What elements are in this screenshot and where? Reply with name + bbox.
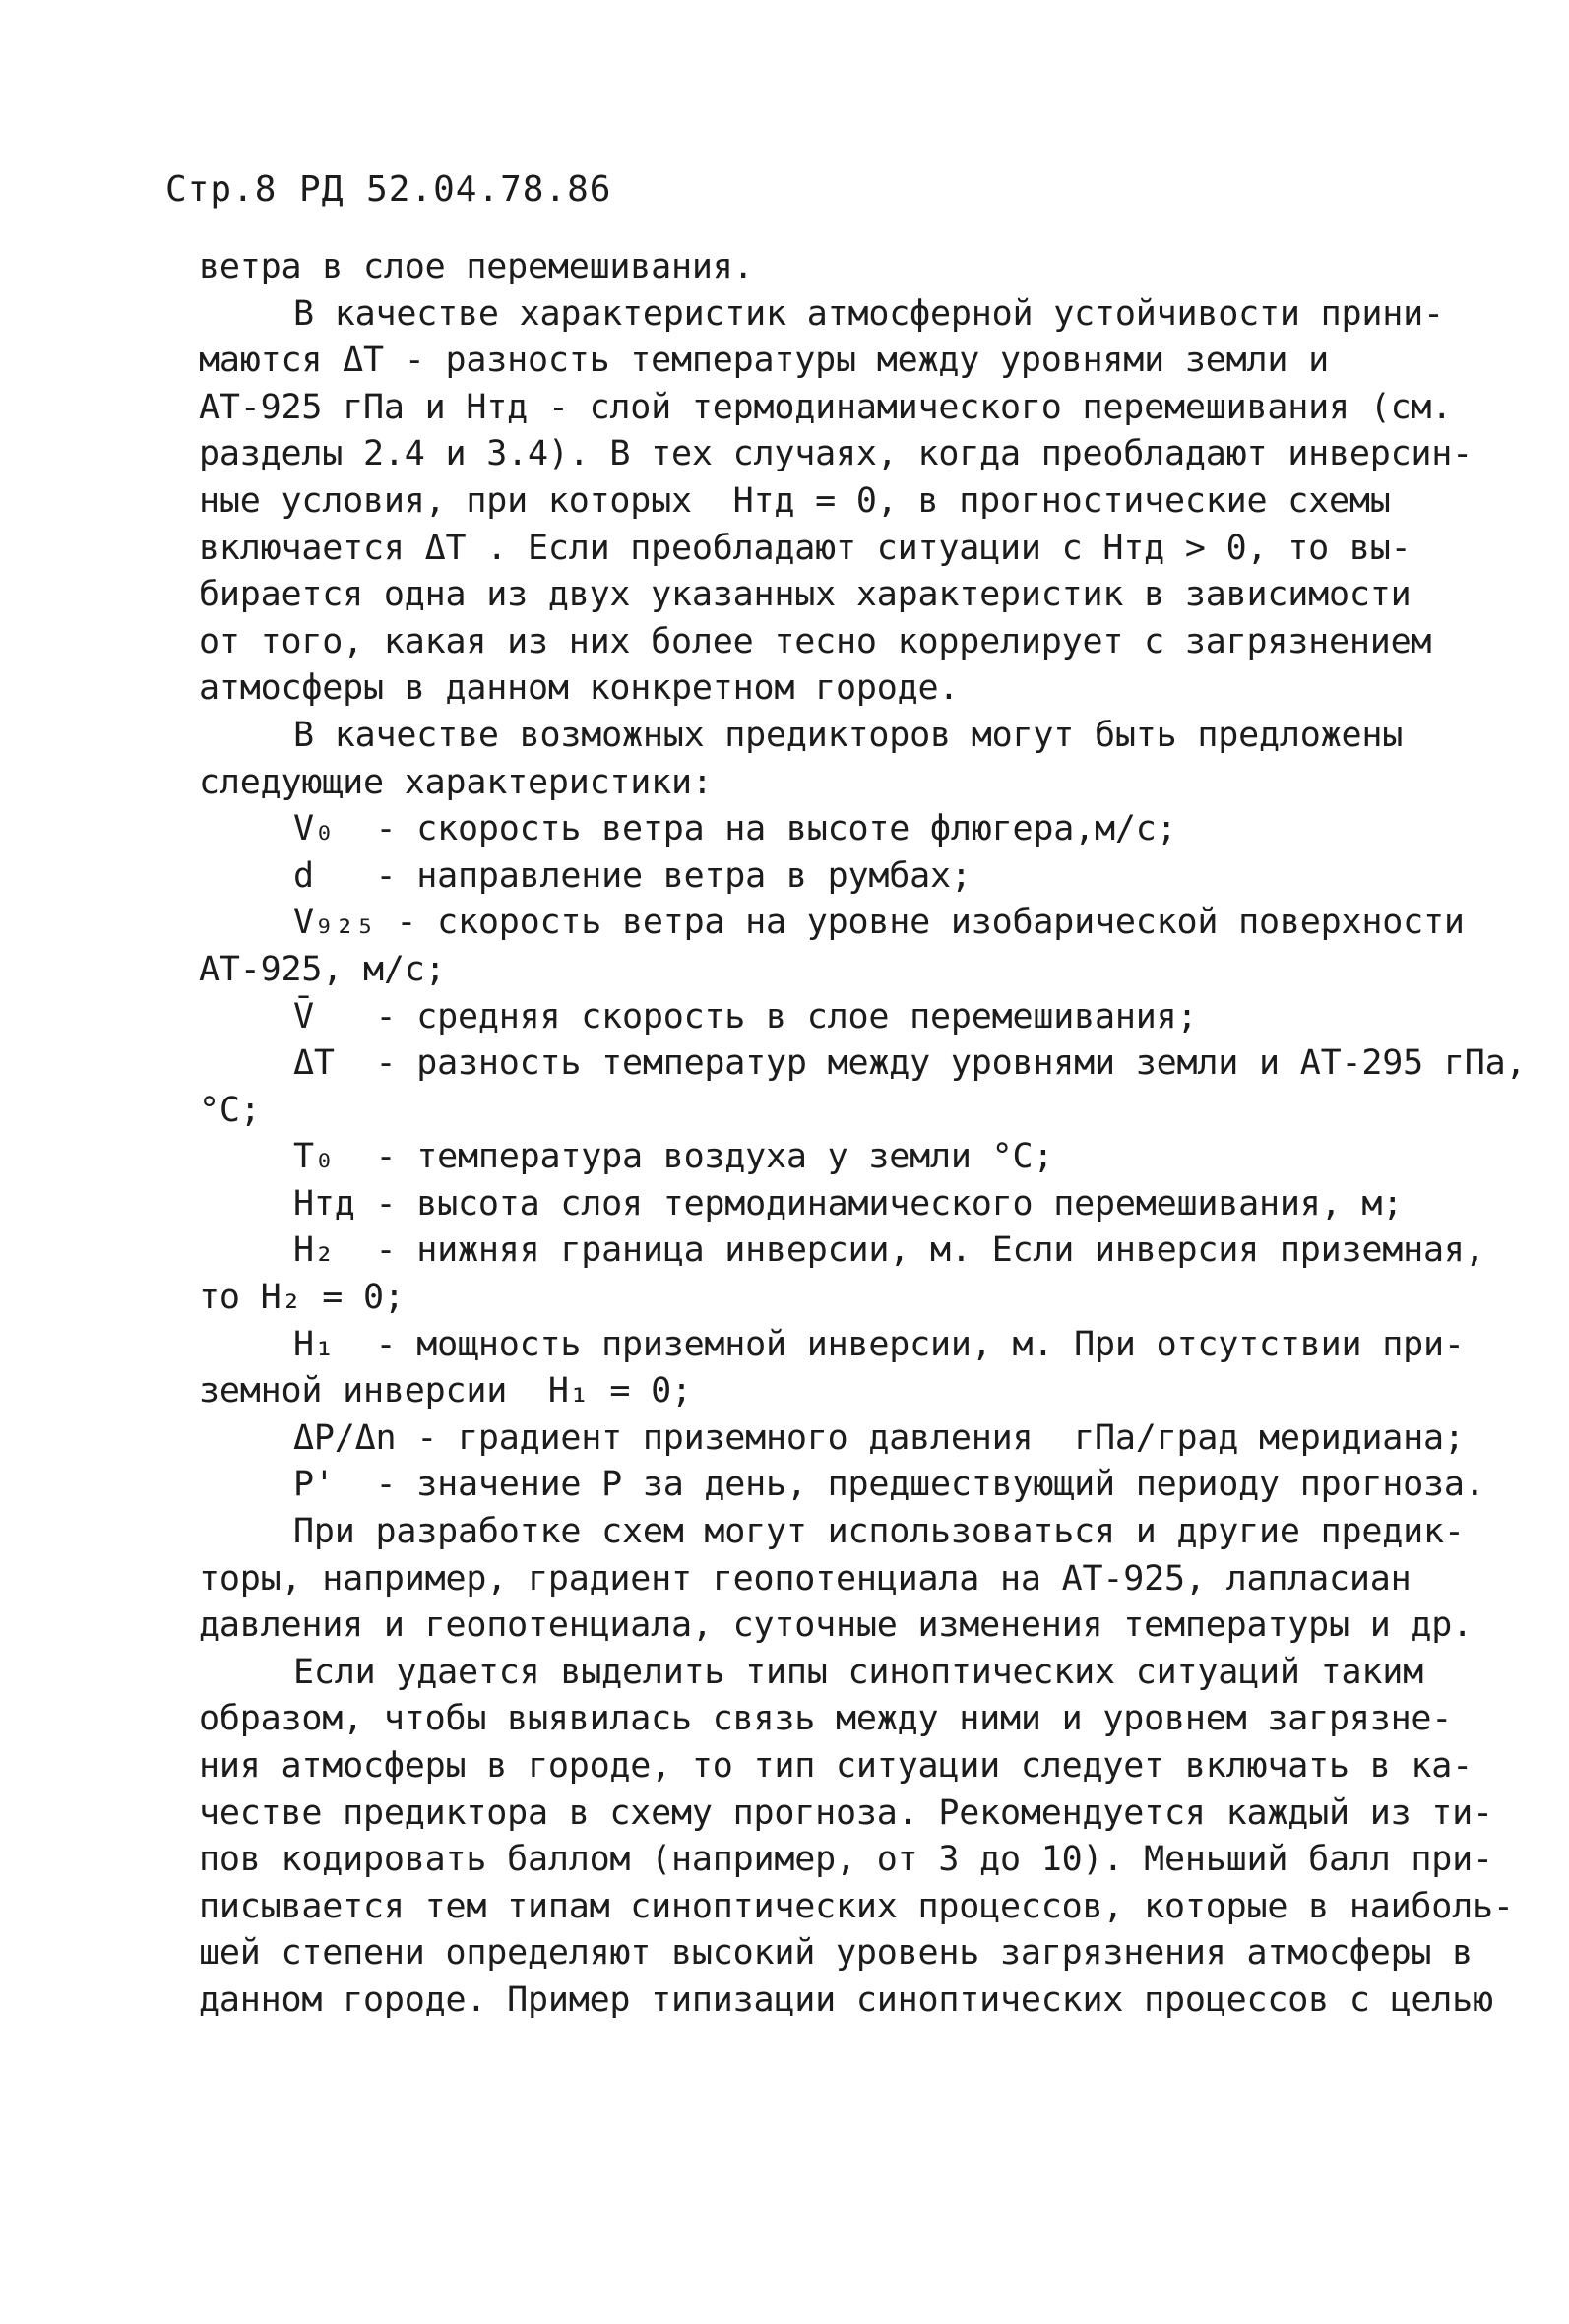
text-line: писывается тем типам синоптических процессов, которые в наиболь- (199, 1886, 1514, 1926)
text-line: d - направление ветра в румбах; (293, 855, 972, 896)
text-line: В качестве характеристик атмосферной устойчивости прини- (293, 293, 1444, 334)
text-line: пов кодировать баллом (например, от 3 до 10). Меньший балл при- (199, 1840, 1493, 1880)
text-line: P' - значение P за день, предшествующий периоду прогноза. (293, 1465, 1485, 1505)
text-line: ΔP/Δn - градиент приземного давления гПа/град меридиана; (293, 1417, 1465, 1458)
text-line: АТ-925, м/с; (199, 949, 446, 989)
text-line: V̄ - средняя скорость в слое перемешивания; (293, 996, 1198, 1036)
text-line: шей степени определяют высокий уровень загрязнения атмосферы в (199, 1933, 1474, 1974)
page-header: Стр.8 РД 52.04.78.86 (165, 169, 612, 210)
text-line: V₀ - скорость ветра на высоте флюгера,м/с; (293, 809, 1177, 849)
text-line: следующие характеристики: (199, 762, 713, 802)
text-line: давления и геопотенциала, суточные изменения температуры и др. (199, 1605, 1474, 1646)
text-line: от того, какая из них более тесно коррелирует с загрязнением (199, 621, 1432, 661)
text-line: Если удается выделить типы синоптических ситуаций таким (293, 1652, 1423, 1692)
text-line: H₂ - нижняя граница инверсии, м. Если инверсия приземная, (293, 1230, 1485, 1271)
text-line: T₀ - температура воздуха у земли °C; (293, 1137, 1054, 1177)
document-body (199, 244, 1527, 2025)
text-line: При разработке схем могут использоваться и другие предик- (293, 1512, 1465, 1552)
text-line: данном городе. Пример типизации синоптических процессов с целью (199, 1979, 1493, 2020)
text-line: ветра в слое перемешивания. (199, 247, 754, 286)
text-line: H₁ - мощность приземной инверсии, м. При отсутствии при- (293, 1324, 1465, 1364)
text-line: образом, чтобы выявилась связь между ними и уровнем загрязне- (199, 1699, 1453, 1739)
text-line: ния атмосферы в городе, то тип ситуации следует включать в ка- (199, 1746, 1474, 1786)
text-line: АТ-925 гПа и Hтд - слой термодинамического перемешивания (см. (199, 387, 1453, 427)
text-line: Hтд - высота слоя термодинамического перемешивания, м; (293, 1183, 1404, 1224)
text-line: маются ΔT - разность температуры между уровнями земли и (199, 341, 1329, 381)
text-line: бирается одна из двух указанных характеристик в зависимости (199, 575, 1412, 615)
text-line: разделы 2.4 и 3.4). В тех случаях, когда преобладают инверсин- (199, 434, 1474, 474)
text-line: атмосферы в данном конкретном городе. (199, 668, 960, 709)
text-line: торы, например, градиент геопотенциала на АТ-925, лапласиан (199, 1558, 1412, 1599)
text-line: ΔT - разность температур между уровнями земли и АТ-295 гПа, (293, 1043, 1527, 1084)
text-line: V₉₂₅ - скорость ветра на уровне изобарической поверхности (293, 903, 1465, 943)
text-line: °C; (199, 1090, 261, 1130)
text-line: честве предиктора в схему прогноза. Рекомендуется каждый из ти- (199, 1792, 1493, 1833)
text-line: включается ΔT . Если преобладают ситуации с Hтд > 0, то вы- (199, 528, 1412, 568)
text-line: земной инверсии H₁ = 0; (199, 1371, 692, 1412)
text-line: ные условия, при которых Hтд = 0, в прогностические схемы (199, 480, 1391, 521)
text-line: то H₂ = 0; (199, 1278, 405, 1318)
text-line: В качестве возможных предикторов могут быть предложены (293, 715, 1404, 755)
